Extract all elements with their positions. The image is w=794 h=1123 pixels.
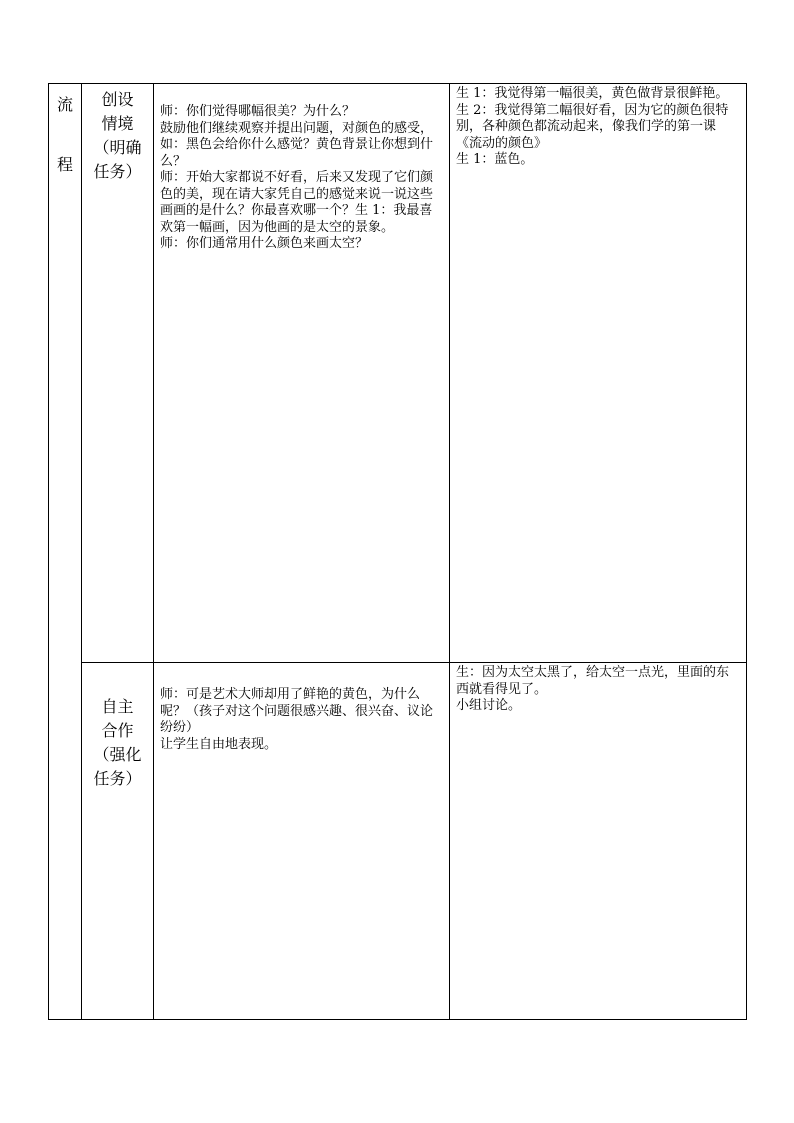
flow-label-cell	[49, 84, 82, 1020]
paragraph: 鼓励他们继续观察并提出问题，对颜色的感受，如：黑色会给你什么感觉？黄色背景让你想到什么？	[160, 120, 434, 169]
paragraph: 生 1：我觉得第一幅很美，黄色做背景很鲜艳。	[456, 86, 729, 101]
paragraph: 师：你们觉得哪幅很美？为什么？	[160, 104, 356, 119]
stage-line: 合作	[101, 721, 134, 740]
stage-line: 任务）	[93, 769, 142, 788]
paragraph: 师：开始大家都说不好看，后来又发现了它们颜色的美，现在请大家凭自己的感觉来说一说这些画画的是什么？你最喜欢哪一个？生 1：我最喜欢第一幅画，因为他画的是太空的景象。	[160, 170, 434, 235]
paragraph: 生 2：我觉得第二幅很好看，因为它的颜色很特别，各种颜色都流动起来，像我们学的第一课《流动的颜色》	[456, 102, 729, 151]
stage-line: （明确	[93, 138, 142, 157]
flow-label-char: 流	[56, 95, 73, 114]
flow-label	[49, 84, 81, 177]
stage-label	[82, 84, 153, 184]
stage-cell	[82, 84, 154, 663]
stage-line: 任务）	[93, 162, 142, 181]
lesson-plan-table	[48, 83, 747, 1020]
stage-line: 情境	[101, 114, 134, 133]
paragraph: 让学生自由地表现。	[160, 736, 278, 752]
table-row	[49, 663, 747, 1020]
stage-cell	[82, 663, 154, 1020]
table-row	[49, 84, 747, 663]
student-activity-text	[450, 663, 746, 715]
paragraph: 小组讨论。	[456, 698, 522, 713]
paragraph: 师：你们通常用什么颜色来画太空？	[160, 236, 369, 251]
stage-line: 创设	[101, 90, 134, 109]
flow-label-char: 程	[56, 155, 73, 174]
stage-line: 自主	[101, 697, 134, 716]
stage-line: （强化	[93, 745, 142, 764]
teacher-activity-cell	[154, 84, 450, 663]
teacher-activity-text	[154, 84, 449, 253]
student-activity-cell	[450, 84, 747, 663]
paragraph: 生：因为太空太黑了，给太空一点光，里面的东西就看得见了。	[456, 665, 730, 697]
paragraph: 生 1：蓝色。	[456, 152, 534, 167]
paragraph: 师：可是艺术大师却用了鲜艳的黄色，为什么呢？（孩子对这个问题很感兴趣、很兴奋、议论纷纷）	[160, 687, 434, 735]
student-activity-cell	[450, 663, 747, 1020]
stage-label	[82, 663, 153, 791]
teacher-activity-text	[154, 663, 449, 753]
teacher-activity-cell	[154, 663, 450, 1020]
student-activity-text	[450, 84, 746, 169]
